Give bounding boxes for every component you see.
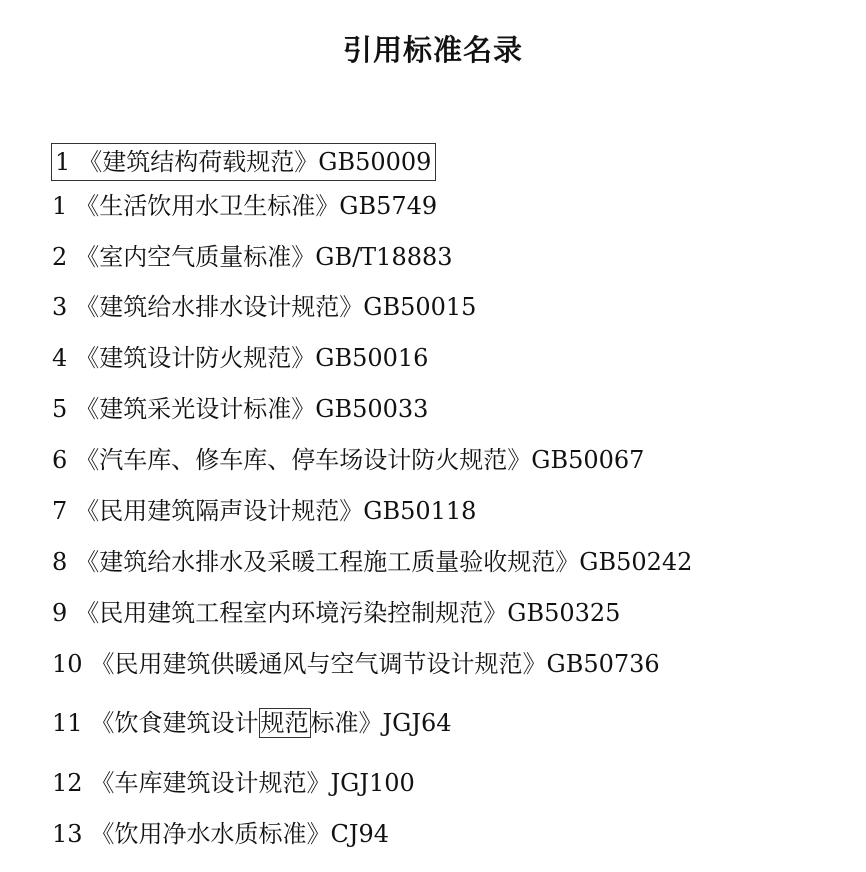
standard-code: JGJ64 — [382, 709, 452, 737]
item-number: 1 — [52, 192, 68, 220]
item-number: 3 — [52, 293, 68, 321]
standard-item — [52, 187, 437, 225]
standard-item — [52, 339, 428, 377]
standard-item — [52, 815, 389, 853]
standard-code: GB5749 — [339, 192, 438, 220]
standard-item — [52, 594, 620, 632]
standard-item — [52, 645, 660, 683]
standard-code: GB50325 — [507, 599, 621, 627]
standard-item — [52, 543, 692, 581]
standard-name: 《民用建筑隔声设计规范》 — [75, 497, 364, 525]
item-number: 13 — [52, 820, 83, 848]
standard-name: 《民用建筑工程室内环境污染控制规范》 — [75, 599, 508, 627]
standard-name: 《建筑设计防火规范》 — [75, 344, 316, 372]
item-number: 1 — [55, 148, 71, 176]
standard-name: 《建筑采光设计标准》 — [75, 395, 316, 423]
standard-code: GB50015 — [363, 293, 477, 321]
standard-code: GB50242 — [579, 548, 693, 576]
standard-name: 《饮用净水水质标准》 — [90, 820, 331, 848]
item-number: 2 — [52, 243, 68, 271]
standard-item — [52, 288, 476, 326]
standard-code: GB50033 — [315, 395, 429, 423]
standard-item — [52, 764, 415, 802]
standard-name: 《建筑结构荷载规范》 — [78, 148, 319, 176]
item-number: 8 — [52, 548, 68, 576]
standard-name: 《建筑给水排水及采暖工程施工质量验收规范》 — [75, 548, 580, 576]
standard-item — [52, 492, 476, 530]
item-number: 7 — [52, 497, 68, 525]
item-number: 6 — [52, 446, 68, 474]
standard-name-prefix: 《饮食建筑设计 — [90, 709, 259, 737]
standard-name: 《建筑给水排水设计规范》 — [75, 293, 364, 321]
standard-item-boxed — [51, 143, 436, 181]
standard-code: GB50016 — [315, 344, 429, 372]
page-title: 引用标准名录 — [342, 33, 523, 67]
standard-item — [52, 238, 453, 276]
standard-code: GB50067 — [531, 446, 645, 474]
standard-name: 《生活饮用水卫生标准》 — [75, 192, 340, 220]
standard-item — [52, 704, 452, 742]
item-number: 10 — [52, 650, 83, 678]
standard-code: GB/T18883 — [315, 243, 453, 271]
standard-name: 《民用建筑供暖通风与空气调节设计规范》 — [90, 650, 547, 678]
standard-code: JGJ100 — [330, 769, 415, 797]
item-number: 5 — [52, 395, 68, 423]
standard-name: 《车库建筑设计规范》 — [90, 769, 331, 797]
item-number: 11 — [52, 709, 83, 737]
item-number: 9 — [52, 599, 68, 627]
standard-name: 《室内空气质量标准》 — [75, 243, 316, 271]
item-number: 12 — [52, 769, 83, 797]
standard-name-suffix: 标准》 — [310, 709, 383, 737]
standard-code: GB50118 — [363, 497, 477, 525]
standard-name: 《汽车库、修车库、停车场设计防火规范》 — [75, 446, 532, 474]
standard-code: CJ94 — [330, 820, 390, 848]
standard-item — [52, 390, 428, 428]
item-number: 4 — [52, 344, 68, 372]
boxed-text: 规范 — [260, 709, 309, 737]
standard-code: GB50009 — [318, 148, 432, 176]
standard-item — [52, 441, 644, 479]
standard-code: GB50736 — [546, 650, 660, 678]
